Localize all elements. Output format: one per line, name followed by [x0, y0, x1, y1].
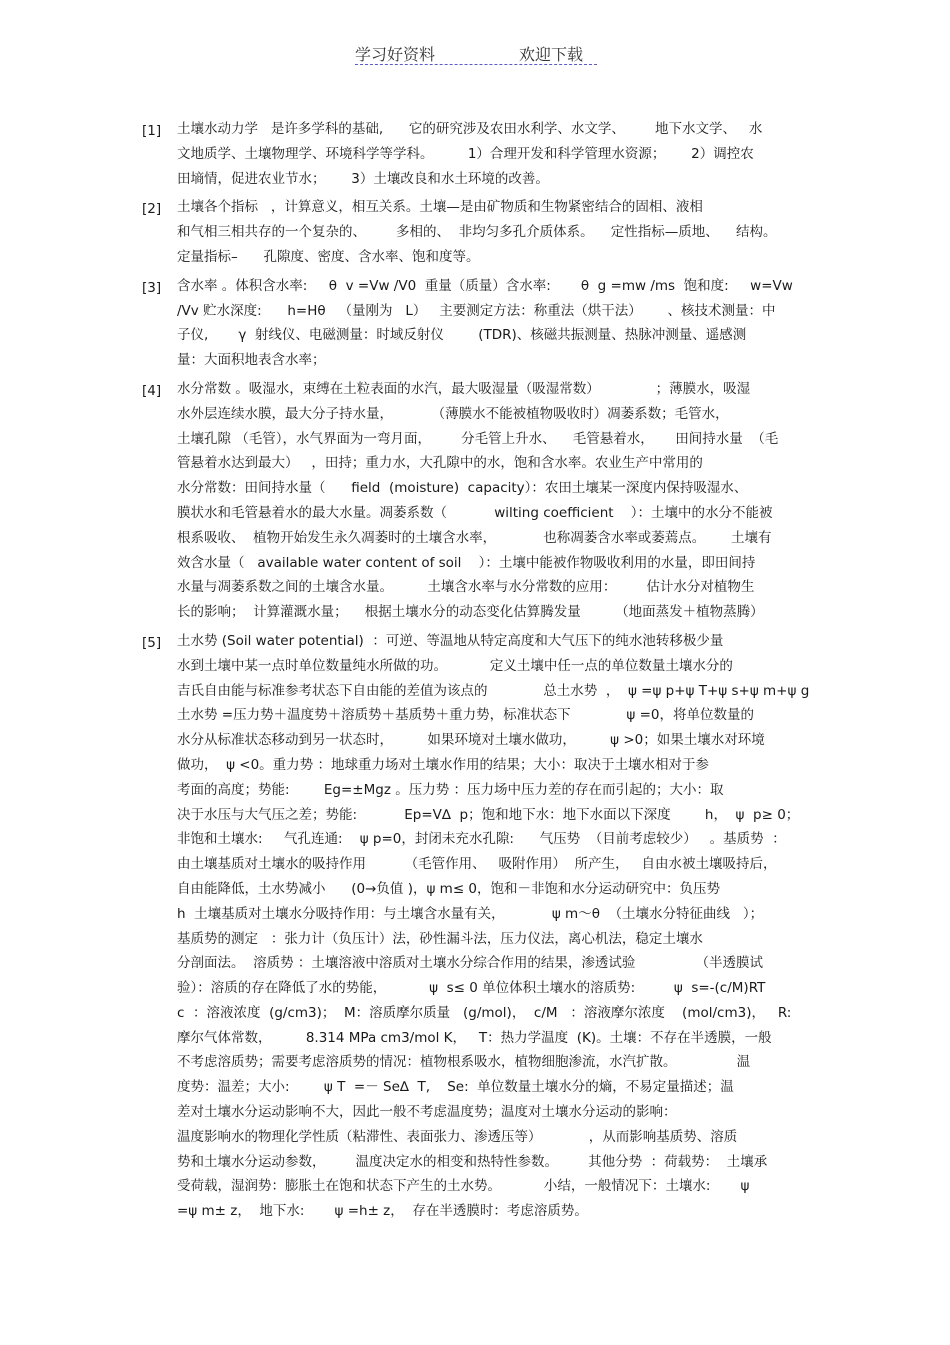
- paragraph-number: [1]: [142, 123, 162, 139]
- paragraph-line: 自由能降低，土水势减小 (0→负值 )，ψ m≤ 0，饱和－非饱和水分运动研究中：负压势: [177, 880, 721, 897]
- paragraph-number: [2]: [142, 201, 162, 218]
- paragraph-line: 非饱和土壤水: 气孔连通: ψ p=0，封闭未充水孔隙: 气压势 （目前考虑较少） 。基质势 ：: [177, 831, 786, 848]
- paragraph-line: 土水势 (Soil water potential) ：可逆、等温地从特定高度和大气压下的纯水池转移极少量: [177, 632, 724, 649]
- paragraph-line: c ：溶液浓度 (g/cm3)； M：溶质摩尔质量 (g/mol)， c/M ：溶液摩尔浓度 (mol/cm3)， R:: [177, 1004, 792, 1021]
- paragraph-line: 效含水量（ available water content of soil ）：土壤中能被作物吸收利用的水量，即田间持: [177, 554, 756, 571]
- paragraph-line: 不考虑溶质势；需要考虑溶质势的情况：植物根系吸水，植物细胞渗流，水汽扩散。 温: [177, 1054, 751, 1071]
- paragraph-line: 由土壤基质对土壤水的吸持作用 （毛管作用、 吸附作用） 所产生， 自由水被土壤吸持后，: [177, 856, 777, 873]
- paragraph-line: /Vv 贮水深度: h=Hθ （量刚为 L） 主要测定方法：称重法（烘干法） 、核技术测量：中: [177, 302, 776, 319]
- paragraph-line: 受荷载，湿润势：膨胀土在饱和状态下产生的土水势。 小结，一般情况下：土壤水: ψ: [177, 1178, 750, 1195]
- paragraph-line: 水分常数 。吸湿水，束缚在土粒表面的水汽，最大吸湿量（吸湿常数） ；薄膜水，吸湿: [177, 380, 751, 397]
- numbered-paragraph: [142, 629, 822, 1224]
- paragraph-line: 水分常数：田间持水量（ field (moisture) capacity）：农田土壤某一深度内保持吸湿水、: [177, 480, 748, 497]
- paragraph-line: 量：大面积地表含水率；: [177, 352, 326, 369]
- paragraph-line: 基质势的测定 ：张力计（负压计）法，砂性漏斗法，压力仪法，离心机法，稳定土壤水: [177, 930, 703, 947]
- paragraph-number: [4]: [142, 382, 162, 399]
- paragraph-line: 吉氏自由能与标准参考状态下自由能的差值为该点的 总土水势 ， ψ =ψ p+ψ T+ψ s+ψ m+ψ g: [177, 682, 810, 699]
- paragraph-line: 田墒情，促进农业节水； 3）土壤改良和水土环境的改善。: [177, 170, 549, 187]
- paragraph-line: 决于水压与大气压之差；势能: Ep=V∆ p；饱和地下水：地下水面以下深度 h， ψ p≥ 0；: [177, 806, 800, 823]
- header-right-text: 欢迎下载: [519, 45, 584, 64]
- paragraph-line: 水到土壤中某一点时单位数量纯水所做的功。 定义土壤中任一点的单位数量土壤水分的: [177, 657, 733, 674]
- paragraph-line: 土壤孔隙 （毛管），水气界面为一弯月面， 分毛管上升水、 毛管悬着水， 田间持水量 （毛: [177, 430, 779, 447]
- paragraph-number: [3]: [142, 279, 162, 296]
- numbered-paragraph: [142, 274, 822, 373]
- document-body: [142, 117, 822, 1228]
- paragraph-line: 土壤水动力学 是许多学科的基础, 它的研究涉及农田水利学、水文学、 地下水文学、 水: [177, 121, 763, 137]
- header-dashed-rule: [355, 64, 597, 65]
- paragraph-line: 水量与凋萎系数之间的土壤含水量。 土壤含水率与水分常数的应用： 估计水分对植物生: [177, 579, 755, 596]
- numbered-paragraph: [142, 117, 822, 191]
- paragraph-line: 考面的高度；势能: Eg=±Mgz 。压力势 ：压力场中压力差的存在而引起的；大小：取: [177, 781, 724, 798]
- paragraph-line: 含水率 。体积含水率: θ v =Vw /V0 重量（质量）含水率: θ g =mw /ms 饱和度: w=Vw: [177, 277, 793, 294]
- paragraph-line: 水外层连续水膜，最大分子持水量， （薄膜水不能被植物吸收时）凋萎系数；毛管水，: [177, 405, 729, 422]
- paragraph-line: 土水势 =压力势＋温度势＋溶质势＋基质势＋重力势，标准状态下 ψ =0，将单位数量的: [177, 707, 754, 724]
- header-left-text: 学习好资料: [355, 45, 436, 64]
- paragraph-line: 摩尔气体常数， 8.314 MPa cm3/mol K， T：热力学温度 (K)。土壤：不存在半透膜，一般: [177, 1029, 772, 1046]
- paragraph-line: 势和土壤水分运动参数， 温度决定水的相变和热特性参数。 其他分势 ：荷载势： 土壤承: [177, 1153, 768, 1170]
- numbered-paragraph: [142, 195, 822, 269]
- paragraph-line: 土壤各个指标 ，计算意义，相互关系。土壤—是由矿物质和生物紧密结合的固相、液相: [177, 199, 703, 216]
- paragraph-line: 水分从标准状态移动到另一状态时， 如果环境对土壤水做功， ψ >0；如果土壤水对环境: [177, 732, 765, 749]
- paragraph-line: 长的影响； 计算灌溉水量； 根据土壤水分的动态变化估算腾发量 （地面蒸发＋植物蒸腾）: [177, 604, 764, 621]
- paragraph-line: 分剖面法。 溶质势 ：土壤溶液中溶质对土壤水分综合作用的结果，渗透试验 （半透膜试: [177, 955, 763, 972]
- paragraph-number: [5]: [142, 634, 162, 651]
- paragraph-line: 定量指标– 孔隙度、密度、含水率、饱和度等。: [177, 248, 480, 265]
- numbered-paragraph: [142, 377, 822, 625]
- paragraph-line: 膜状水和毛管悬着水的最大水量。凋萎系数（ wilting coefficient ）：土壤中的水分不能被: [177, 504, 773, 521]
- page-header: [355, 40, 597, 66]
- paragraph-line: 温度影响水的物理化学性质（粘滞性、表面张力、渗透压等） ，从而影响基质势、溶质: [177, 1128, 738, 1145]
- paragraph-line: 差对土壤水分运动影响不大，因此一般不考虑温度势；温度对土壤水分运动的影响：: [177, 1104, 677, 1121]
- paragraph-line: h 土壤基质对土壤水分吸持作用：与土壤含水量有关， ψ m～θ （土壤水分特征曲线 ）；: [177, 905, 764, 922]
- paragraph-line: 管悬着水达到最大） ，田持；重力水，大孔隙中的水，饱和含水率。农业生产中常用的: [177, 455, 703, 472]
- paragraph-line: =ψ m± z， 地下水: ψ =h± z， 存在半透膜时：考虑溶质势。: [177, 1203, 588, 1220]
- paragraph-line: 度势：温差；大小: ψ T =－ Se∆ T, Se: 单位数量土壤水分的熵，不易定量描述；温: [177, 1079, 734, 1096]
- paragraph-line: 和气相三相共存的一个复杂的、 多相的、 非均匀多孔介质体系。 定性指标—质地、 结构。: [177, 224, 777, 241]
- paragraph-line: 根系吸收、 植物开始发生永久凋萎时的土壤含水率， 也称凋萎含水率或萎蔫点。 土壤有: [177, 529, 772, 546]
- paragraph-line: 做功， ψ <0。重力势 ：地球重力场对土壤水作用的结果；大小：取决于土壤水相对于参: [177, 756, 709, 773]
- paragraph-line: 文地质学、土壤物理学、环境科学等学科。 1）合理开发和科学管理水资源； 2）调控农: [177, 145, 754, 162]
- paragraph-line: 验）：溶质的存在降低了水的势能， ψ s≤ 0 单位体积土壤水的溶质势: ψ s=-(c/M)RT: [177, 980, 766, 997]
- paragraph-line: 子仪, γ 射线仪、电磁测量：时域反射仪 (TDR)、核磁共振测量、热脉冲测量、遥感测: [177, 327, 747, 344]
